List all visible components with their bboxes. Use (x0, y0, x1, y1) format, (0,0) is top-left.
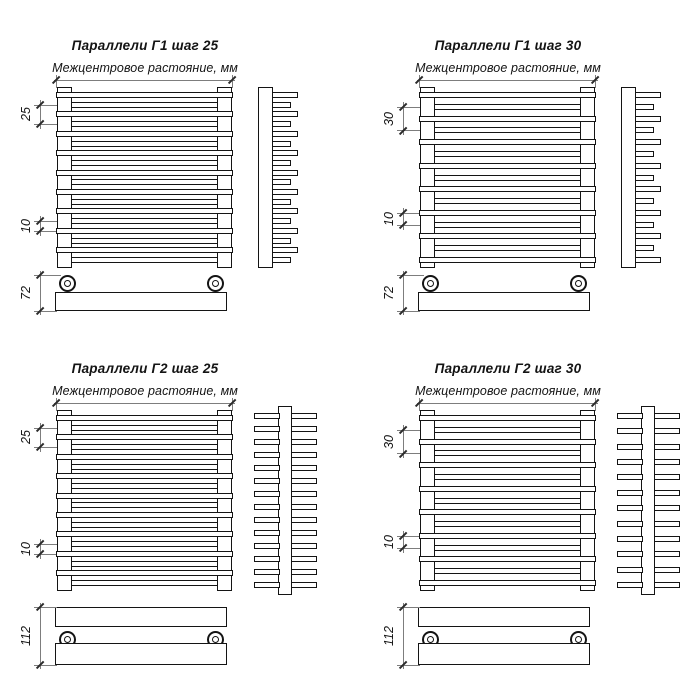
tube-bar (71, 522, 218, 528)
tube-stub (272, 208, 298, 214)
view-g2-step-25 (15, 353, 355, 683)
offset-dim-label: 10 (19, 219, 33, 233)
tube-bar (419, 186, 596, 192)
tube-stub (635, 92, 661, 98)
riser-circle-inner (427, 636, 434, 643)
riser-circle-inner (64, 280, 71, 287)
tube-stub (635, 139, 661, 145)
tube-bar (71, 425, 218, 431)
tube-stub (617, 474, 643, 480)
tube-stub (617, 428, 643, 434)
tube-bar (56, 228, 233, 234)
riser-circle-inner (575, 280, 582, 287)
collector-body (418, 292, 590, 311)
tube-stub (272, 92, 298, 98)
tube-stub (291, 530, 317, 536)
tube-bar (434, 474, 581, 480)
step-dim-label: 25 (19, 107, 33, 122)
tube-bar (71, 561, 218, 567)
tube-bar (419, 257, 596, 263)
tube-bar (434, 521, 581, 527)
tube-bar (434, 222, 581, 228)
collector-body (418, 643, 590, 665)
tube-bar (434, 245, 581, 251)
tube-stub (654, 521, 680, 527)
tube-stub (617, 444, 643, 450)
tube-stub (654, 413, 680, 419)
tube-bar (419, 580, 596, 586)
tube-stub (617, 536, 643, 542)
step-dim-label: 30 (382, 111, 396, 126)
step-dim-label: 25 (19, 430, 33, 445)
tube-stub (635, 245, 654, 251)
tube-bar (419, 533, 596, 539)
tube-bar (71, 141, 218, 147)
tube-bar (71, 121, 218, 127)
tube-bar (71, 483, 218, 489)
collector-body (418, 607, 590, 627)
tube-stub (254, 413, 280, 419)
tube-stub (272, 121, 291, 127)
tube-bar (419, 439, 596, 445)
depth-dim-label: 112 (382, 626, 396, 646)
tube-stub (654, 567, 680, 573)
tube-stub (617, 490, 643, 496)
tube-stub (635, 104, 654, 110)
depth-dim-label: 72 (382, 286, 396, 300)
tube-bar (56, 247, 233, 253)
tube-bar (56, 551, 233, 557)
riser-circle-inner (212, 280, 219, 287)
center-distance-label: Межцентровое растояние, мм (415, 61, 601, 75)
tube-bar (56, 189, 233, 195)
tube-stub (291, 582, 317, 588)
tube-bar (71, 257, 218, 263)
view-g2-step-30 (378, 353, 700, 683)
tube-stub (617, 551, 643, 557)
offset-dim-label: 10 (19, 542, 33, 556)
dim-line (40, 603, 41, 669)
tube-stub (635, 186, 661, 192)
tube-bar (71, 238, 218, 244)
tube-bar (56, 131, 233, 137)
tube-stub (617, 505, 643, 511)
tube-stub (254, 478, 280, 484)
tube-bar (56, 434, 233, 440)
tube-bar (56, 111, 233, 117)
tube-stub (617, 459, 643, 465)
tube-bar (419, 415, 596, 421)
tube-bar (419, 556, 596, 562)
tube-bar (56, 493, 233, 499)
tube-stub (635, 127, 654, 133)
tube-stub (654, 459, 680, 465)
tube-stub (291, 556, 317, 562)
tube-bar (71, 444, 218, 450)
tube-stub (635, 163, 661, 169)
tube-stub (254, 582, 280, 588)
tube-stub (291, 543, 317, 549)
tube-stub (617, 582, 643, 588)
tube-stub (272, 111, 298, 117)
collector-body (55, 643, 227, 665)
tube-bar (56, 570, 233, 576)
tube-bar (71, 179, 218, 185)
tube-bar (434, 498, 581, 504)
tube-stub (635, 116, 661, 122)
tube-stub (272, 131, 298, 137)
collector-body (55, 292, 227, 311)
tube-bar (56, 512, 233, 518)
riser-rail-left (420, 87, 435, 268)
tube-stub (254, 426, 280, 432)
tube-stub (654, 536, 680, 542)
tube-stub (272, 247, 298, 253)
tube-bar (56, 150, 233, 156)
tube-stub (272, 141, 291, 147)
tube-bar (419, 92, 596, 98)
tube-bar (71, 160, 218, 166)
tube-bar (434, 151, 581, 157)
center-distance-label: Межцентровое растояние, мм (52, 61, 238, 75)
tube-stub (272, 102, 291, 108)
tube-stub (291, 465, 317, 471)
tube-stub (635, 222, 654, 228)
tube-stub (635, 175, 654, 181)
tube-stub (635, 210, 661, 216)
tube-bar (56, 454, 233, 460)
offset-dim-label: 10 (382, 534, 396, 549)
tube-bar (56, 92, 233, 98)
tube-stub (617, 567, 643, 573)
tube-stub (272, 218, 291, 224)
tube-stub (654, 490, 680, 496)
tube-bar (419, 210, 596, 216)
tube-stub (254, 452, 280, 458)
view-g1-step-25 (15, 30, 355, 360)
tube-stub (272, 228, 298, 234)
tube-stub (654, 474, 680, 480)
tube-stub (272, 150, 298, 156)
tube-bar (419, 509, 596, 515)
tube-bar (419, 139, 596, 145)
tube-bar (419, 163, 596, 169)
tube-stub (654, 505, 680, 511)
tube-stub (635, 257, 661, 263)
drawing-title: Параллели Г2 шаг 25 (71, 361, 219, 376)
riser-rail-right (580, 87, 595, 268)
tube-stub (254, 465, 280, 471)
tube-bar (434, 568, 581, 574)
tube-bar (434, 127, 581, 133)
tube-bar (56, 415, 233, 421)
tube-bar (56, 473, 233, 479)
center-distance-label: Межцентровое растояние, мм (52, 384, 238, 398)
tube-bar (71, 580, 218, 586)
riser-circle-inner (64, 636, 71, 643)
drawing-title: Параллели Г1 шаг 30 (434, 38, 582, 53)
tube-stub (254, 504, 280, 510)
riser-circle-inner (212, 636, 219, 643)
tube-stub (654, 551, 680, 557)
tube-stub (635, 233, 661, 239)
tube-bar (71, 102, 218, 108)
tube-stub (654, 444, 680, 450)
riser-rail-right (580, 410, 595, 591)
tube-stub (254, 491, 280, 497)
tube-bar (71, 199, 218, 205)
tube-stub (272, 199, 291, 205)
riser-circle-inner (575, 636, 582, 643)
tube-stub (254, 543, 280, 549)
offset-dim-label: 10 (382, 211, 396, 226)
tube-bar (71, 464, 218, 470)
tube-stub (254, 517, 280, 523)
view-g1-step-30 (378, 30, 700, 360)
tube-stub (272, 179, 291, 185)
center-distance-label: Межцентровое растояние, мм (415, 384, 601, 398)
tube-stub (635, 198, 654, 204)
tube-stub (254, 569, 280, 575)
tube-stub (272, 238, 291, 244)
tube-stub (654, 428, 680, 434)
tube-stub (617, 413, 643, 419)
tube-stub (635, 151, 654, 157)
tube-stub (291, 504, 317, 510)
tube-stub (272, 170, 298, 176)
collector-body (55, 607, 227, 627)
tube-stub (291, 569, 317, 575)
tube-bar (419, 116, 596, 122)
tube-bar (71, 502, 218, 508)
tube-bar (56, 531, 233, 537)
tube-stub (654, 582, 680, 588)
tube-stub (291, 426, 317, 432)
tube-bar (419, 486, 596, 492)
tube-stub (291, 439, 317, 445)
tube-stub (291, 452, 317, 458)
side-riser-rail (278, 406, 292, 595)
depth-dim-label: 112 (19, 626, 33, 646)
tube-bar (71, 541, 218, 547)
drawing-title: Параллели Г2 шаг 30 (434, 361, 582, 376)
tube-bar (434, 545, 581, 551)
tube-bar (419, 462, 596, 468)
tube-stub (272, 189, 298, 195)
tube-bar (434, 427, 581, 433)
depth-dim-label: 72 (19, 286, 33, 300)
tube-bar (434, 175, 581, 181)
tube-stub (272, 257, 291, 263)
tube-bar (71, 218, 218, 224)
tube-stub (617, 521, 643, 527)
riser-circle-inner (427, 280, 434, 287)
dim-line (403, 603, 404, 669)
tube-stub (254, 439, 280, 445)
drawing-title: Параллели Г1 шаг 25 (71, 38, 219, 53)
tube-stub (254, 556, 280, 562)
tube-stub (272, 160, 291, 166)
tube-bar (434, 104, 581, 110)
tube-stub (291, 478, 317, 484)
step-dim-label: 30 (382, 434, 396, 449)
tube-bar (419, 233, 596, 239)
tube-stub (291, 517, 317, 523)
tube-stub (291, 413, 317, 419)
riser-rail-left (420, 410, 435, 591)
tube-stub (254, 530, 280, 536)
tube-bar (56, 170, 233, 176)
tube-bar (434, 198, 581, 204)
tube-bar (56, 208, 233, 214)
tube-stub (291, 491, 317, 497)
tube-bar (434, 450, 581, 456)
